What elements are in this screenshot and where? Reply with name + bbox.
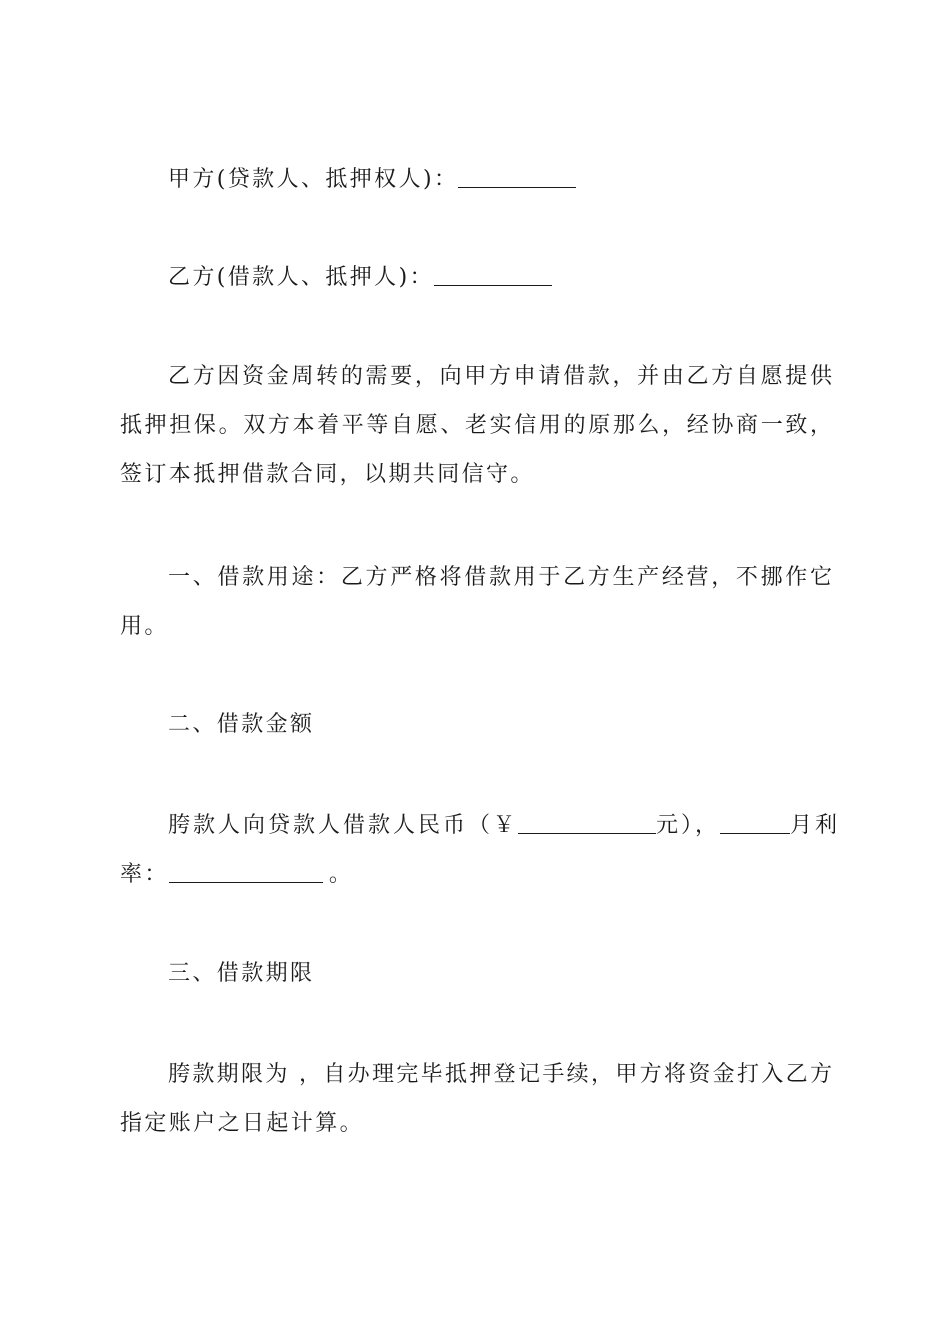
party-b-line	[168, 264, 552, 292]
section2-line-2	[120, 861, 353, 889]
section3-heading: 三、借款期限	[168, 961, 315, 986]
loan-amount-blank	[518, 813, 656, 834]
party-b-label: 乙方(借款人、抵押人)：	[168, 265, 434, 290]
monthly-rate-text: 月利	[790, 813, 841, 838]
interest-rate-blank	[169, 862, 323, 883]
section3-line-2: 指定账户之日起计算。	[120, 1111, 365, 1136]
section1-line-2: 用。	[120, 614, 169, 639]
section1-line-1: 一、借款用途：乙方严格将借款用于乙方生产经营，不挪作它	[168, 565, 832, 590]
section2-line-1	[168, 812, 840, 840]
party-a-label: 甲方(贷款人、抵押权人)：	[168, 167, 459, 192]
intro-line-1: 乙方因资金周转的需要，向甲方申请借款，并由乙方自愿提供	[168, 364, 832, 389]
section3-line-1: 胯款期限为 ，自办理完毕抵押登记手续，甲方将资金打入乙方	[168, 1062, 832, 1087]
party-a-line	[168, 166, 576, 194]
loan-amount-unit: 元），	[656, 813, 721, 838]
party-b-blank	[434, 265, 552, 286]
intro-line-2: 抵押担保。双方本着平等自愿、老实信用的原那么，经协商一致，	[120, 413, 832, 438]
monthly-rate-prefix-blank	[720, 813, 790, 834]
section2-heading: 二、借款金额	[168, 712, 315, 737]
loan-amount-text: 胯款人向贷款人借款人民币（￥	[168, 813, 519, 838]
party-a-blank	[458, 167, 576, 188]
interest-rate-end: 。	[328, 862, 354, 887]
interest-rate-label: 率：	[120, 862, 169, 887]
intro-line-3: 签订本抵押借款合同，以期共同信守。	[120, 462, 535, 487]
